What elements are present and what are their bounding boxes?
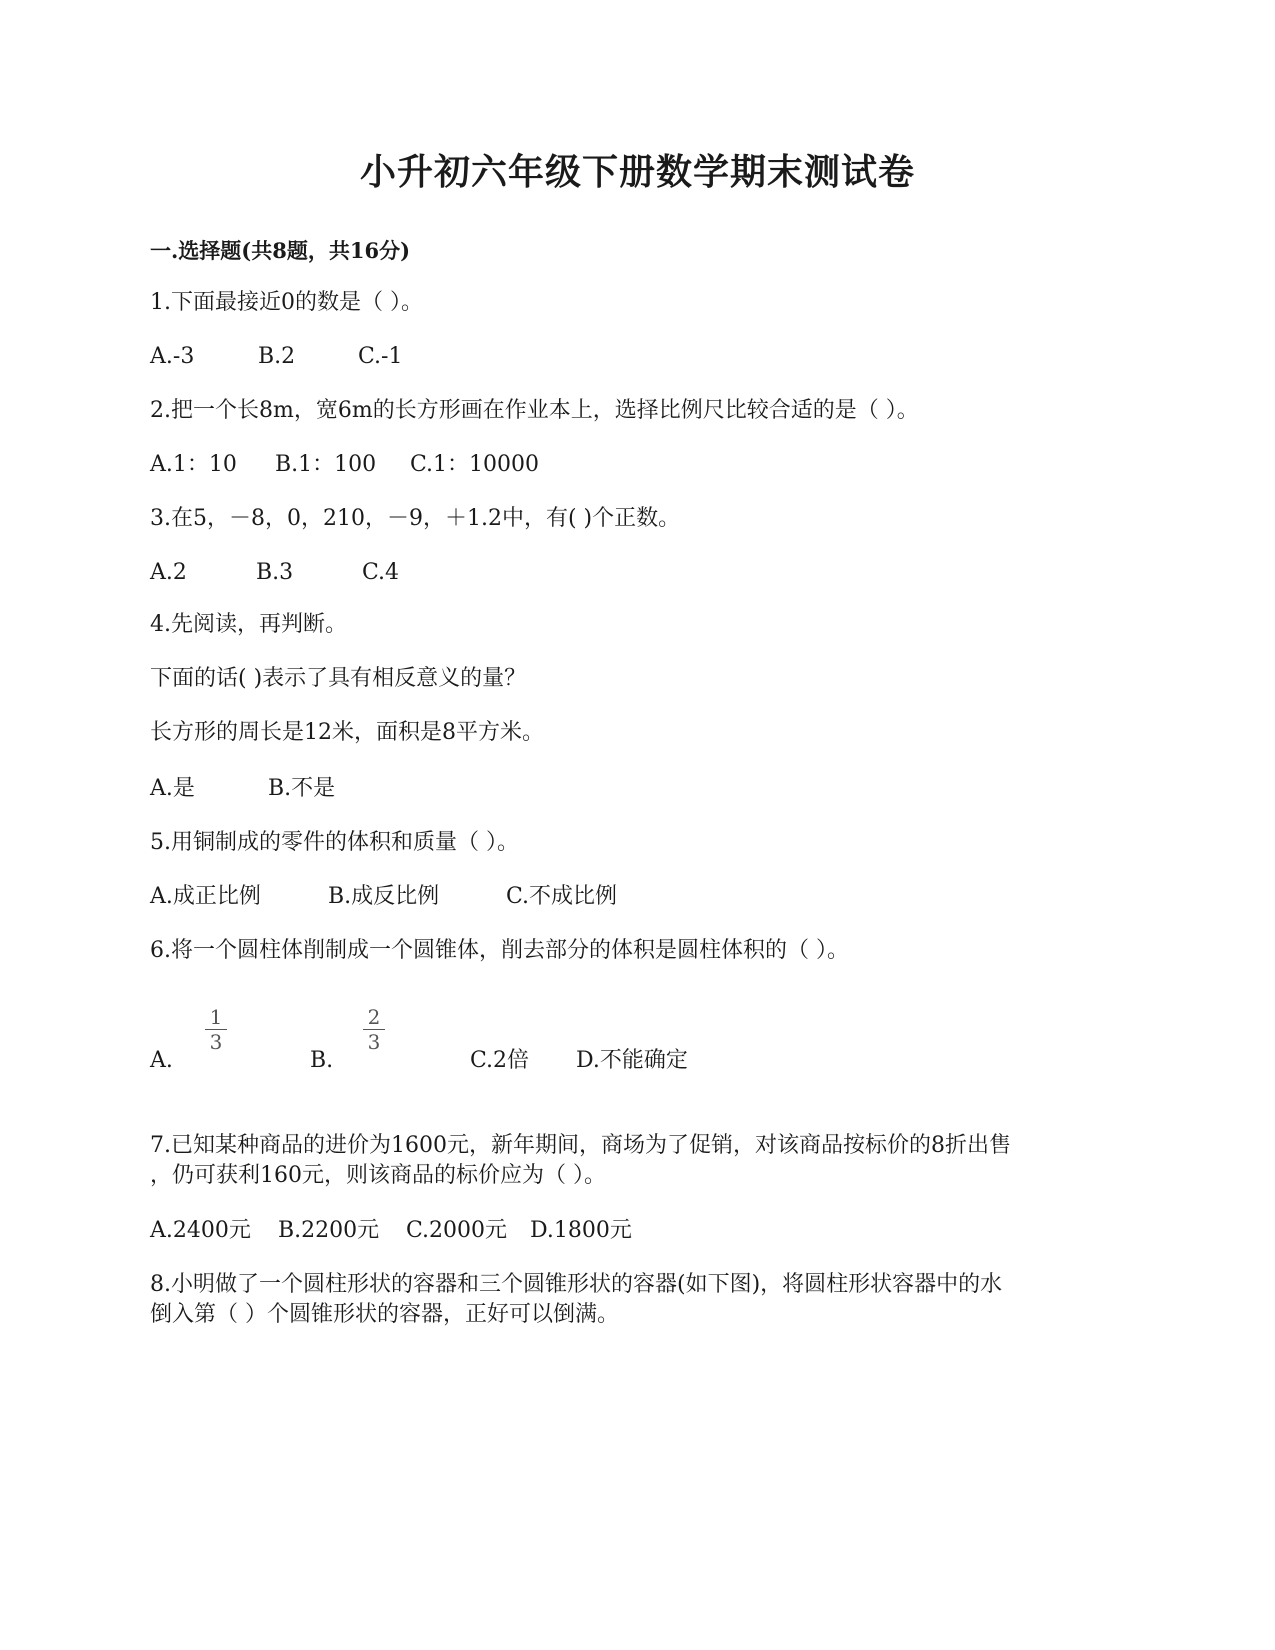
option-a: A.成正比例 (150, 884, 261, 909)
option-c: C.1：10000 (410, 452, 540, 477)
option-c: C.2倍 (470, 1048, 530, 1073)
question-7-options (150, 1216, 632, 1246)
question-4-prompt: 下面的话( )表示了具有相反意义的量？ (150, 666, 527, 691)
option-d: D.不能确定 (576, 1048, 688, 1073)
option-b: B.成反比例 (328, 884, 440, 909)
page-title: 小升初六年级下册数学期末测试卷 (359, 151, 915, 193)
question-7-stem-line1: 7.已知某种商品的进价为1600元，新年期间，商场为了促销，对该商品按标价的8折出售 (150, 1133, 1011, 1158)
option-b: B. (310, 1048, 334, 1073)
question-4-statement: 长方形的周长是12米，面积是8平方米。 (150, 720, 544, 745)
option-c: C.2000元 (406, 1218, 508, 1243)
question-2-options (150, 450, 539, 480)
option-b: B.1：100 (275, 452, 377, 477)
question-3-options (150, 558, 399, 588)
option-c: C.4 (362, 560, 400, 585)
option-a: A.1：10 (150, 452, 237, 477)
option-d: D.1800元 (530, 1218, 632, 1243)
question-4-options (150, 774, 335, 804)
question-8-stem-line2: 倒入第（ ）个圆锥形状的容器，正好可以倒满。 (150, 1302, 619, 1327)
fraction-numerator: 2 (367, 1005, 381, 1029)
question-5-options (150, 882, 617, 912)
question-8-stem-line1: 8.小明做了一个圆柱形状的容器和三个圆锥形状的容器(如下图)，将圆柱形状容器中的水 (150, 1272, 1003, 1297)
fraction-denominator: 3 (367, 1030, 381, 1054)
option-a: A.2 (150, 560, 187, 585)
option-b: B.2 (258, 344, 296, 369)
option-a: A. (150, 1048, 173, 1073)
option-c: C.-1 (358, 344, 403, 369)
question-5-stem: 5.用铜制成的零件的体积和质量（ ）。 (150, 830, 519, 855)
question-6-options (150, 1046, 688, 1076)
option-a: A.是 (150, 776, 195, 801)
question-1-stem: 1.下面最接近0的数是（ ）。 (150, 290, 423, 315)
option-b: B.不是 (268, 776, 336, 801)
option-c: C.不成比例 (506, 884, 618, 909)
question-3-stem: 3.在5，－8，0，210，－9，＋1.2中，有( )个正数。 (150, 506, 681, 531)
option-a: A.-3 (150, 344, 195, 369)
option-b: B.2200元 (278, 1218, 380, 1243)
option-a: A.2400元 (150, 1218, 251, 1243)
fraction-denominator: 3 (209, 1030, 223, 1054)
section-heading: 一.选择题(共8题，共16分) (150, 238, 411, 263)
question-2-stem: 2.把一个长8m，宽6m的长方形画在作业本上，选择比例尺比较合适的是（ ）。 (150, 398, 919, 423)
option-b: B.3 (256, 560, 294, 585)
question-4-stem: 4.先阅读，再判断。 (150, 612, 347, 637)
question-7-stem-line2: ，仍可获利160元，则该商品的标价应为（ ）。 (150, 1163, 606, 1188)
fraction-numerator: 1 (209, 1005, 223, 1029)
question-1-options (150, 342, 402, 372)
question-6-stem: 6.将一个圆柱体削制成一个圆锥体，削去部分的体积是圆柱体积的（ ）。 (150, 938, 849, 963)
